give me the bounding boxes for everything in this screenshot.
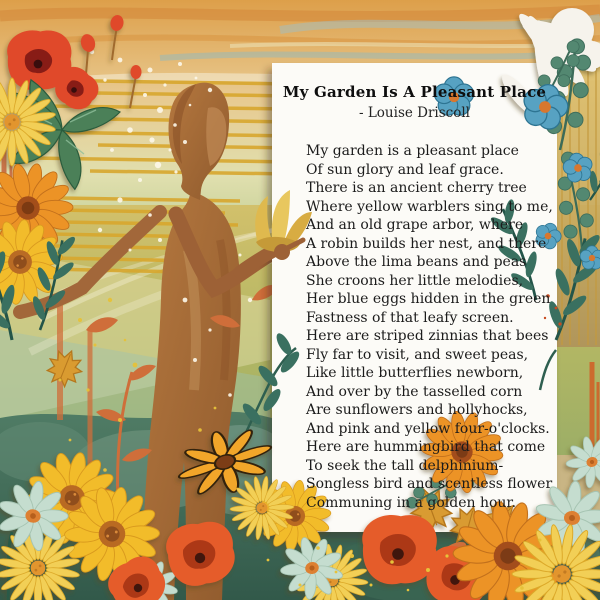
poem-line: There is an ancient cherry tree bbox=[306, 180, 527, 196]
poem-line: And pink and yellow four-o'clocks. bbox=[306, 420, 550, 437]
poem-line: Here are striped zinnias that bees bbox=[306, 328, 549, 344]
poppy-bud bbox=[131, 65, 142, 79]
poem-author: - Louise Driscoll bbox=[358, 105, 470, 121]
poem-line: To seek the tall delphinium- bbox=[306, 457, 504, 474]
poem-line: Above the lima beans and peas bbox=[306, 254, 527, 270]
poem-line: Communing in a golden hour. bbox=[306, 494, 517, 511]
poem-paper bbox=[272, 63, 557, 532]
poem-line: Are sunflowers and hollyhocks, bbox=[306, 402, 528, 418]
poem-line: Fastness of that leafy screen. bbox=[306, 309, 514, 326]
poem-line: Fly far to visit, and sweet peas, bbox=[306, 346, 529, 363]
poem-line: Her blue eggs hidden in the green bbox=[306, 291, 551, 307]
poem-line: Of sun glory and leaf grace. bbox=[306, 161, 504, 178]
poem-line: And over by the tasselled corn bbox=[306, 383, 523, 400]
poem-line: My garden is a pleasant place bbox=[306, 143, 519, 159]
poem-line: She croons her little melodies, bbox=[306, 272, 524, 289]
poem-line: And an old grape arbor, where bbox=[306, 217, 524, 233]
poem-line: Like little butterflies newborn, bbox=[306, 365, 524, 381]
poem-line: Songless bird and scentless flower bbox=[306, 476, 553, 492]
poem-line: Where yellow warblers sing to me, bbox=[306, 198, 553, 215]
poem-line: A robin builds her nest, and there bbox=[306, 235, 547, 252]
orange-poppy-icon bbox=[362, 515, 437, 584]
poem-line: Here are hummingbird that come bbox=[306, 439, 546, 455]
poem-title: My Garden Is A Pleasant Place bbox=[282, 83, 547, 101]
